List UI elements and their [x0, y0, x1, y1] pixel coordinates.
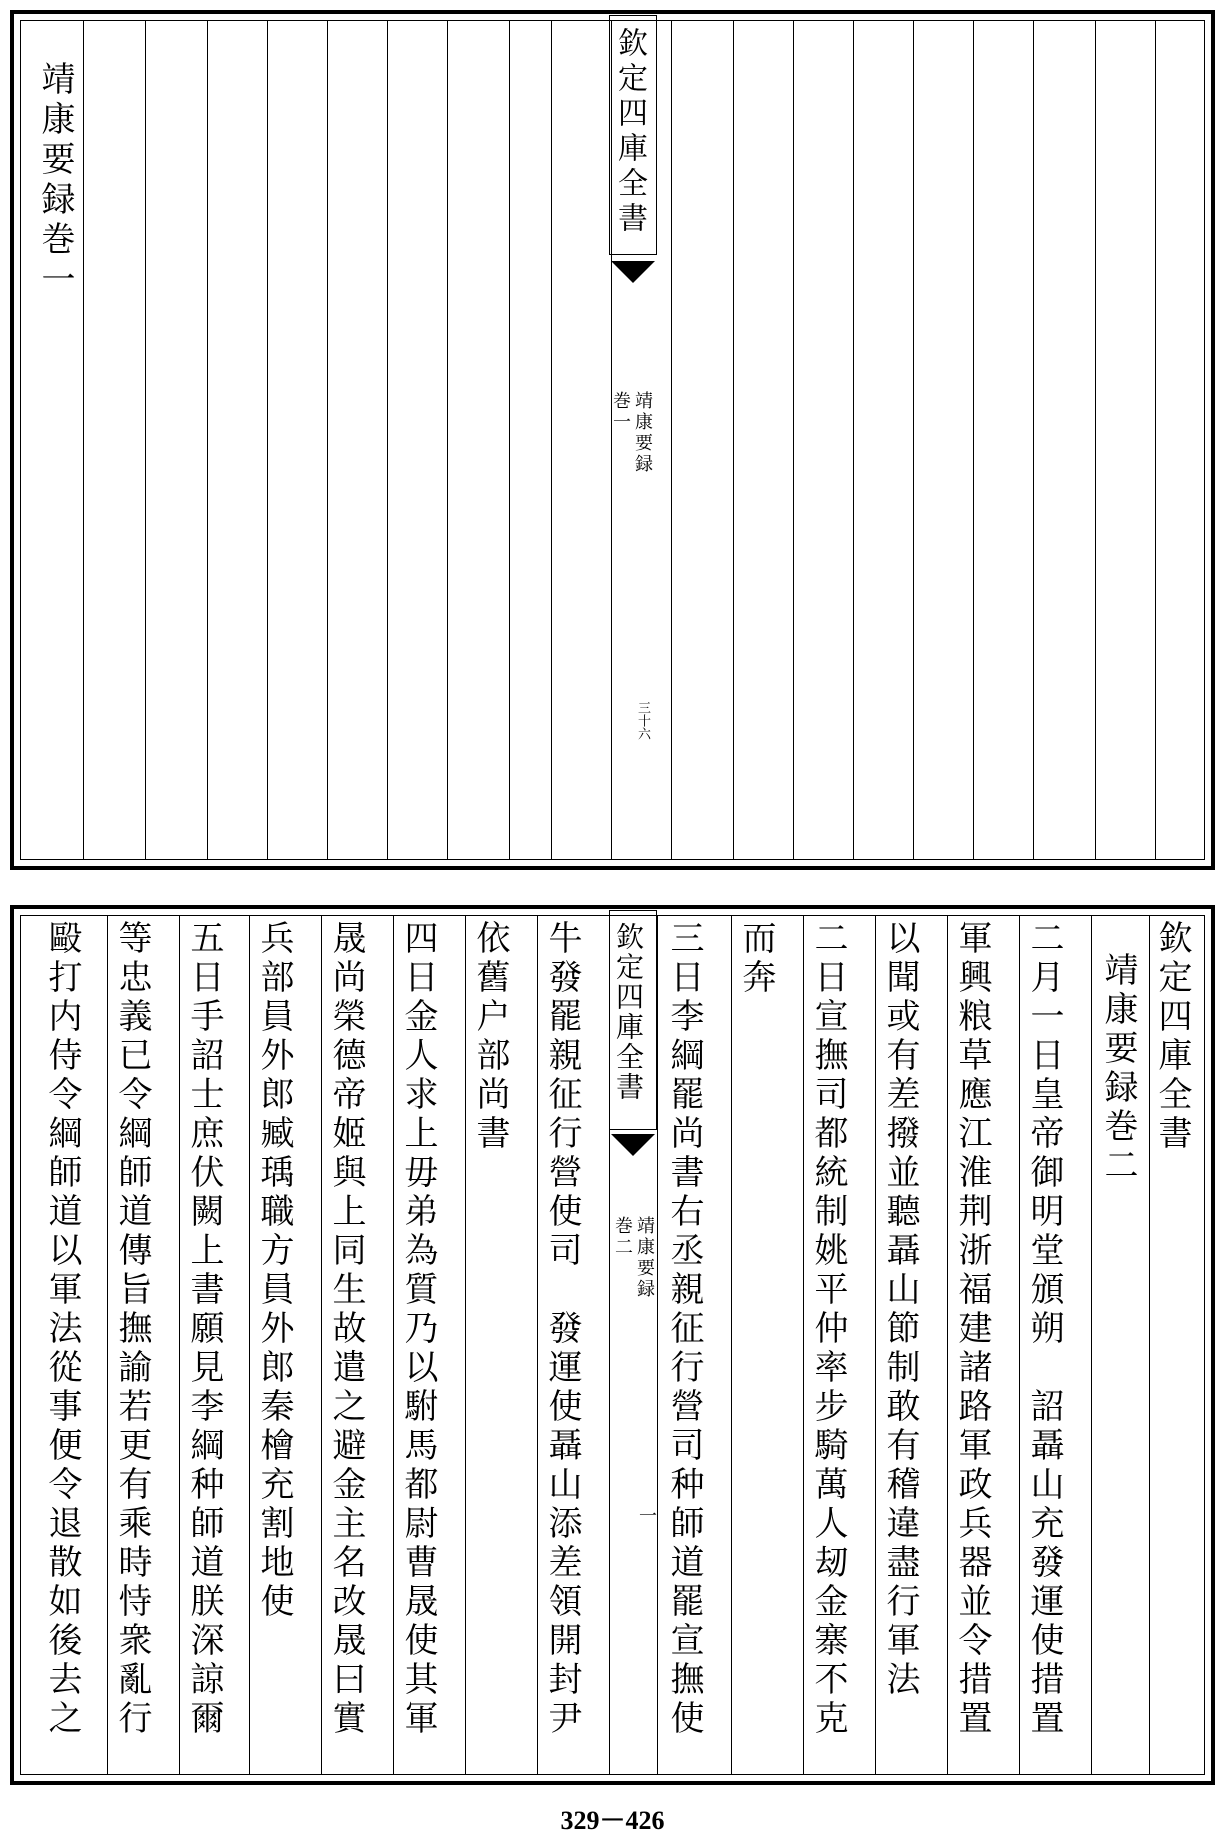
column-rule — [267, 21, 268, 859]
fishtail-ornament — [611, 261, 655, 283]
column-rule — [1155, 21, 1156, 859]
text-column: 軍興粮草應江淮荆浙福建諸路軍政兵器並令措置 — [952, 920, 992, 1739]
top-page-frame — [10, 10, 1215, 870]
column-rule — [327, 21, 328, 859]
column-rule — [733, 21, 734, 859]
column-rule — [853, 21, 854, 859]
column-rule — [393, 916, 394, 1774]
column-rule — [793, 21, 794, 859]
column-rule — [207, 21, 208, 859]
column-rule — [465, 916, 466, 1774]
column-rule — [671, 21, 672, 859]
column-rule — [875, 916, 876, 1774]
spine-book: 靖康要録 — [634, 1216, 655, 1300]
spine-series: 欽定四庫全書 — [612, 27, 647, 237]
column-rule — [447, 21, 448, 859]
column-rule — [1033, 21, 1034, 859]
column-rule — [145, 21, 146, 859]
bottom-page-frame — [10, 905, 1215, 1785]
column-rule — [321, 916, 322, 1774]
column-rule — [551, 21, 552, 859]
text-column: 等忠義已令綱師道傳旨撫諭若更有乘時恃衆亂行 — [112, 920, 152, 1739]
text-column: 毆打内侍令綱師道以軍法從事便令退散如後去之 — [42, 920, 82, 1739]
spine-juan: 巻一 — [610, 391, 631, 433]
text-column: 二月一日皇帝御明堂頒朔 詔聶山充發運使措置 — [1024, 920, 1064, 1739]
fishtail-ornament — [611, 1134, 655, 1156]
column-rule — [1019, 916, 1020, 1774]
column-rule — [947, 916, 948, 1774]
spine-series: 欽定四庫全書 — [612, 922, 645, 1102]
margin-title: 靖康要録巻一 — [35, 61, 75, 301]
column-rule — [1091, 916, 1092, 1774]
spine-book: 靖康要録 — [632, 391, 653, 475]
text-column: 二日宣撫司都統制姚平仲率步騎萬人刼金寨不克 — [808, 920, 848, 1739]
juan-title: 靖康要録巻二 — [1098, 952, 1138, 1186]
text-column: 以聞或有差撥並聽聶山節制敢有稽違盡行軍法 — [880, 920, 920, 1700]
text-column: 兵部員外郎臧瑀職方員外郎秦檜充割地使 — [254, 920, 294, 1622]
spine-leaf-number: 三十六 — [635, 701, 650, 740]
column-rule — [1095, 21, 1096, 859]
column-rule — [509, 21, 510, 859]
column-rule — [803, 916, 804, 1774]
spine-leaf-number: 一 — [636, 1506, 657, 1527]
column-rule — [107, 916, 108, 1774]
column-rule — [657, 916, 658, 1774]
column-rule — [731, 916, 732, 1774]
column-rule — [973, 21, 974, 859]
top-page-inner-frame — [20, 20, 1205, 860]
text-column: 晟尚榮德帝姬與上同生故遣之避金主名改晟曰實 — [326, 920, 366, 1739]
column-rule — [179, 916, 180, 1774]
column-rule — [1149, 916, 1150, 1774]
text-column: 三日李綱罷尚書右丞親征行營司种師道罷宣撫使 — [664, 920, 704, 1739]
column-rule — [537, 916, 538, 1774]
column-rule — [913, 21, 914, 859]
column-rule — [249, 916, 250, 1774]
text-column: 五日手詔士庶伏闕上書願見李綱种師道朕深諒爾 — [184, 920, 224, 1739]
text-column: 依舊户部尚書 — [470, 920, 510, 1154]
column-rule — [83, 21, 84, 859]
text-column: 牛發罷親征行營使司 發運使聶山添差領開封尹 — [542, 920, 582, 1739]
spine-juan: 巻二 — [612, 1216, 633, 1258]
column-rule — [387, 21, 388, 859]
bottom-page-inner-frame — [20, 915, 1205, 1775]
page-header: 欽定四庫全書 — [1152, 920, 1192, 1154]
text-column: 四日金人求上毋弟為質乃以駙馬都尉曹晟使其軍 — [398, 920, 438, 1739]
page-number-footer: 329－426 — [560, 1806, 665, 1835]
text-column: 而奔 — [736, 920, 776, 998]
